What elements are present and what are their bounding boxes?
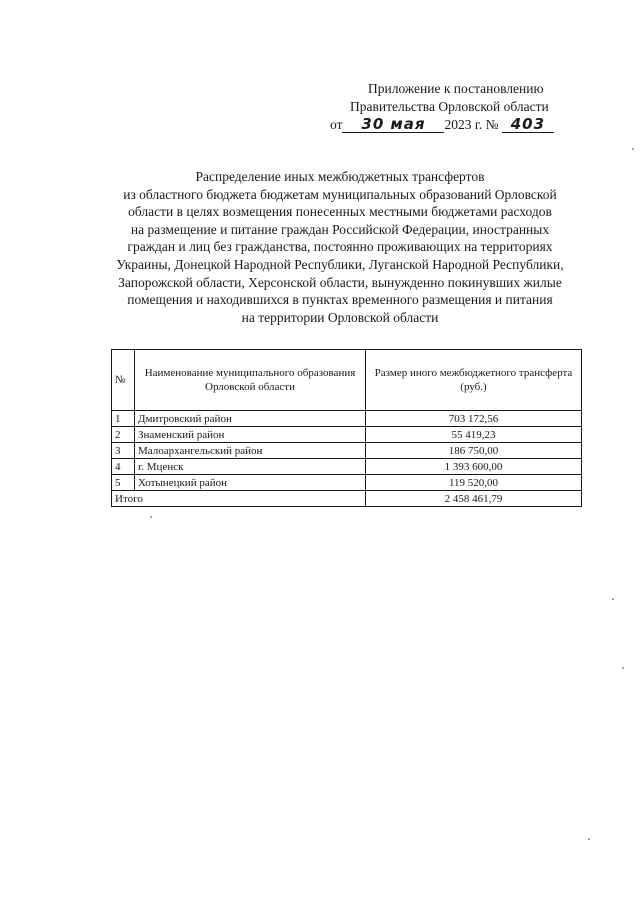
header-num: № xyxy=(112,350,135,411)
row-num: 3 xyxy=(112,443,135,459)
row-amount: 186 750,00 xyxy=(366,443,582,459)
table-row xyxy=(112,427,582,443)
row-amount: 703 172,56 xyxy=(366,411,582,427)
row-amount: 119 520,00 xyxy=(366,475,582,491)
table-row xyxy=(112,411,582,427)
from-label: от xyxy=(330,117,343,132)
row-amount: 55 419,23 xyxy=(366,427,582,443)
appendix-line-2: Правительства Орловской области xyxy=(350,99,549,114)
distribution-table xyxy=(111,349,582,507)
row-amount: 1 393 600,00 xyxy=(366,459,582,475)
table-header-row xyxy=(112,350,582,411)
row-name: Дмитровский район xyxy=(135,411,366,427)
row-num: 2 xyxy=(112,427,135,443)
row-num: 1 xyxy=(112,411,135,427)
appendix-date-line xyxy=(330,116,570,134)
title-line: помещения и находившихся в пунктах временного размещения и питания xyxy=(127,292,553,308)
header-amount: Размер иного межбюджетного трансферта (руб.) xyxy=(366,350,582,411)
scan-speck xyxy=(150,516,152,518)
appendix-header xyxy=(330,80,570,134)
scan-speck xyxy=(588,838,590,840)
table-row xyxy=(112,443,582,459)
row-name: г. Мценск xyxy=(135,459,366,475)
title-line: граждан и лиц без гражданства, постоянно проживающих на территориях xyxy=(127,239,553,255)
row-name: Малоархангельский район xyxy=(135,443,366,459)
table-total-row xyxy=(112,491,582,507)
table-row xyxy=(112,459,582,475)
row-num: 4 xyxy=(112,459,135,475)
row-name: Знаменский район xyxy=(135,427,366,443)
scan-speck xyxy=(632,148,634,150)
total-label: Итого xyxy=(112,491,366,507)
title-line: из областного бюджета бюджетам муниципальных образований Орловской xyxy=(123,186,557,202)
header-name: Наименование муниципального образования Орловской области xyxy=(135,350,366,411)
scan-speck xyxy=(622,667,624,669)
title-line: Украины, Донецкой Народной Республики, Луганской Народной Республики, xyxy=(116,256,564,272)
title-line: области в целях возмещения понесенных местными бюджетами расходов xyxy=(128,204,552,220)
year-label: 2023 г. № xyxy=(444,117,499,132)
appendix-line-1: Приложение к постановлению xyxy=(368,81,544,96)
title-line: Распределение иных межбюджетных трансфертов xyxy=(195,169,485,184)
scan-speck xyxy=(612,598,614,600)
row-name: Хотынецкий район xyxy=(135,475,366,491)
row-num: 5 xyxy=(112,475,135,491)
handwritten-date: 30 мая xyxy=(342,117,444,133)
title-line: Запорожской области, Херсонской области, вынужденно покинувших жилые xyxy=(118,274,562,290)
handwritten-number: 403 xyxy=(502,117,554,133)
total-amount: 2 458 461,79 xyxy=(366,491,582,507)
title-line: на территории Орловской области xyxy=(241,309,439,325)
table-row xyxy=(112,475,582,491)
title-line: на размещение и питание граждан Российской Федерации, иностранных xyxy=(130,221,550,237)
document-title xyxy=(100,168,580,326)
